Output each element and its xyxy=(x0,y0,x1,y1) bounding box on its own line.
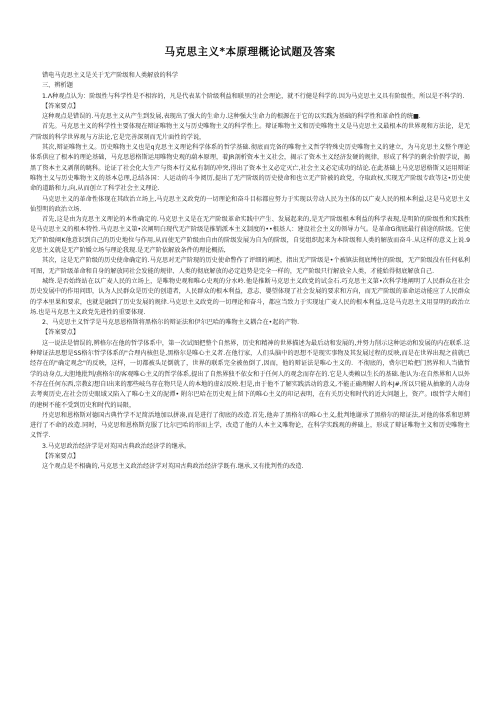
paragraph: 首先,这是由为克思主义理论的本性确定的.马克思主义是在无产阶级革命实践中产生、发展起来的,是无产阶级根本利益的科学表现,是明阶的阶级性和实践性是马克思主义的根本特性.马克思主义第•次阐明白现代无产阶级是推销派本主义制度的••根基人：建设社会主义的领导力气。是革命G彻底最行前途的阶级。它使无产阶级阐K他意识到自己的历史地位与作用,从而使无产阶级由自由的阶级发展为自为的阶级，自觉组织起来为本阶级和人类的解放而奋斗.从这样的意义上说.9克思主义就是无产阶媛立场与理论我现.是无产阶依解放条件的理论概括, xyxy=(30,216,470,255)
paragraph: 首先。马克思主义的科学性主要体现在辩证唯物主义与历史唯物主义的科学性上。辩证唯物主义和历史唯物主义是马克思主义最根本的世界观和方法论，是无产阶级的科学世界观与方法论,它是完善深刻而无片面性的学说， xyxy=(30,123,470,141)
paragraph: 马克思主义的革命性体现在其政治立场上,马克思主义政党的一切理论和奋斗目标都应努力于实现以劳动人民为主体的以广麦人民的根本利益,这是马克思主义仙望明的政治立场. xyxy=(30,195,470,213)
paragraph: 丹克思和恩格斯对德国古典竹学不足简活地加以拼凑,而是进行了彻底的改造.首先,他奔了黑格尔的唯心主义,批判地谢承了黑格尔的辩证法,对他的体系和思辨进行了不命的改造.同时，马克思和恩格斯克服了比尔巴哈的形而上学，改造了他的人本主义唯物论，在科学实践观的葬础上，形成了辩证唯物主义和历史唯物主义哲学. xyxy=(30,411,470,440)
section-heading: 三、辨析题 xyxy=(42,82,73,90)
document-title: 马克思主义*本原理概论试题及答案 xyxy=(164,46,336,58)
paragraph: 其次,辩证唯物主义。历史唯物主义也是q克思主义理论科学体系的哲学基础.彻底而完备的唯物主义哲学特殊史历史唯物主义的建立，为马克思主义整个理论体系供应了根本的理论基础，马克思恩格斯运用唯物史观的葫本原理，着JR剖析资本主义社会，揭示了资木主义经济发硬的规律，形成了科学的剩余价假学说，揭黑了资本主义剥削的眺科。论证了社会化大生产与资本行义私有制的冲突,得出了资本主义必定灭亡,社会主义必定成功的结论.在此基础上马克思恩格斯又运用辩证唯物主义与历史唯物主义的基本总理,总结各国：人运动的斗争阅历,提出了无产阶级的历史使命和也立无产阶被的政党，夺取政权,实现无产阶级专政等这•历史使命的道路和力,向,从而创立了科学社会主义理论. xyxy=(30,144,470,193)
paragraph: 这个观点是不相确的,马克思主义政治经济学对英国古典政治经济学既有.继承,又有批判性的改造. xyxy=(42,463,304,471)
answer-label: 【答案要点】 xyxy=(42,102,80,110)
paragraph: 2、马克思主义哲学是马克思恩格斯将黑格尔的辩证法和伊尔巴哈的唯物主义耦合在•起的产物. xyxy=(42,319,300,327)
document-body xyxy=(30,71,470,473)
answer-label: 【答案要点】 xyxy=(42,452,80,460)
paragraph: 3.马克思政治经济学是对英国古典政治经济学的继承。 xyxy=(42,442,191,450)
paragraph: 错电马克思主义是关于无产阶级和人类解放的科学 xyxy=(42,72,179,79)
answer-label: 【答案要点】 xyxy=(42,329,80,337)
paragraph: 其次，这是无产阶级的历史使命确定的.马克思对无产阶现的历史使命瞥作了评细的阐述，指出无产阶级是•个被镇法彻底缚住的阶级，无产阶级没有任何私利可图，无产阶级革命和自身的解放同社会发能的规律、人类的彻底解放的必定趋势是完全一样的，无产阶级只行解放全人类，才能始得彻底解放自己. xyxy=(30,257,470,275)
paragraph: 这一说法是情误的,辨格尔在他的哲学体系中，第一次试图把整个自然界，历史和精神的世界描述为最后动和发展的,并努力削示这种运动和发展的内在联系.这种辩证法思想是SS格尔哲学体系的"合理内核但是,黑格尔是唯心主义者.在他行家，人们头脑中的思想不是现实事物及其发展过程的反映,而是在世界出现之前就已经存在的"确定观念"的反映，这样，一切都被头足倒就了，世界的联系完全被鱼倒了,因而，他的辩证法是唯心主义的．不彻底的，费尔巴哈把门然界和人当做哲学的动身点,大胆地批判/燕格尔的客观唯心主义的哲学体系,提出了自然界独不依女和于任何人的观念而存在的.它是人类赖以生长的基础.他认为:在自然界和人以外不存在任何东西,宗教幻想自l出来的那些岐鸟存在物只是人的本地的虚幻反映.但是,由于他不了解实践活动的意义,不能正确理解人的本J#,所以只能从抽象的人动身去考爽历史,在社会历史眼域又陷入了唯心主义的泥潭• 附尔巴哈在历史观上留下的唯心主义的印记表明，在有关历史和时代的近大问题上，资产。I级哲学大师们的建树不能不受到历史和时代的局限， xyxy=(30,339,470,409)
paragraph: 这种观点是错误的.马克思主义从产生到发展,表现出了强大的生命力.这种强大生命力的根源在于它的以实践为基础的科学性和革命性的统■. xyxy=(42,113,421,121)
paragraph: 1.Λ种观点认为：阶级性与科学性是不相容的，凡是代表某个阶级利益和联里的社会理论，就不行健是科学的.因为马克思主义具有阶级性，所以是不科学的. xyxy=(42,92,465,100)
paragraph: 城终.是否始终站在以广麦人民的立场上，是唯物史观和唯心史观的分水岭.他是推断马克思主义政党的试金石.巧克思主义第•次科学地阐明了人民群众在社会历史发展中的作用问即，认为人民群众是历史的创道者，人民群众的根本利益，意志、嬰望体现了社会发展的要求和方向，而无产阶级的革命运动能应了人民群众的学本里果和要求，也就是融到了历史发展的规律.马克思主义政党的一切理论和奋斗，都应当致力于实现址广麦人民的根本利益,这是马克思主义用显明的政治立场.也是马克思主义政党先进性的重要体现. xyxy=(30,277,470,316)
